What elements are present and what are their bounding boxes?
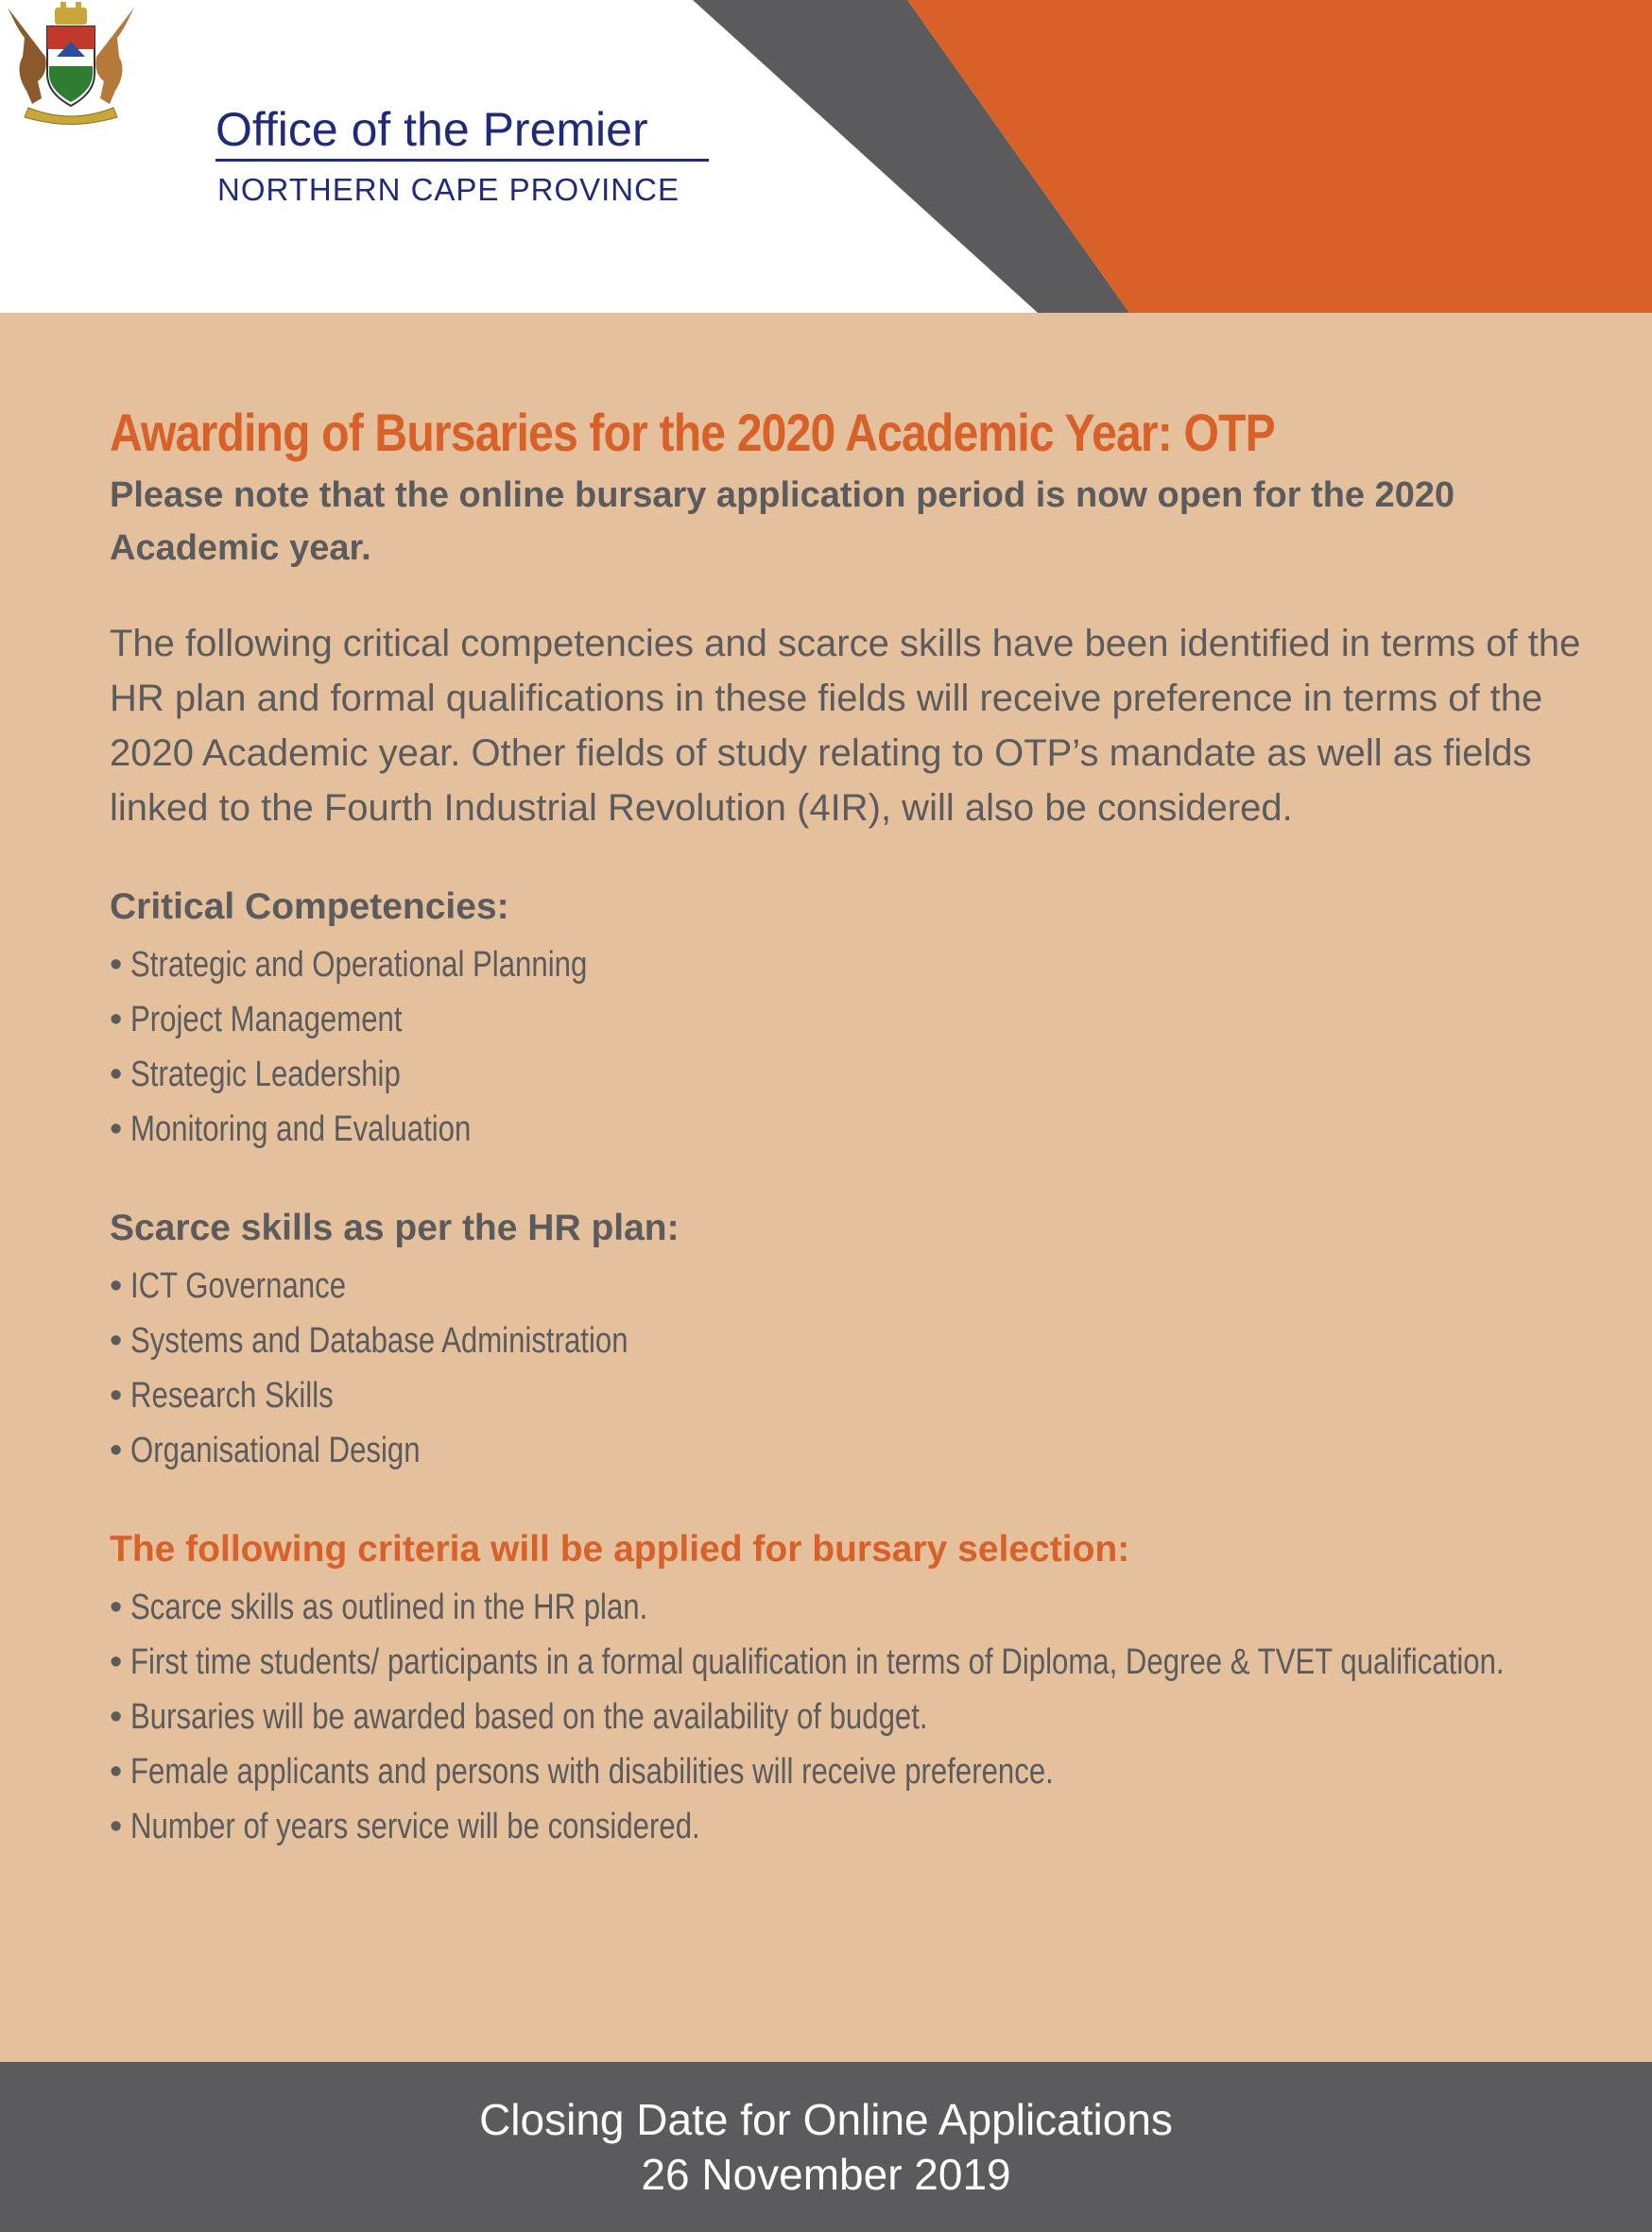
org-name-underline <box>215 159 709 162</box>
list-item: • Monitoring and Evaluation <box>110 1102 1584 1157</box>
list-item: • Female applicants and persons with disabilities will receive preference. <box>110 1744 1584 1799</box>
header-banner <box>0 0 1652 313</box>
org-name: Office of the Premier <box>215 103 648 156</box>
list-item: • Strategic Leadership <box>110 1047 1584 1102</box>
page-title: Awarding of Bursaries for the 2020 Academic Year: OTP <box>110 403 1275 462</box>
org-subtitle: NORTHERN CAPE PROVINCE <box>217 172 680 207</box>
list-item: • Bursaries will be awarded based on the availability of budget. <box>110 1690 1584 1744</box>
closing-date-footer <box>0 2062 1652 2232</box>
list-item: • Systems and Database Administration <box>110 1313 1584 1368</box>
scarce-skills-list <box>110 1259 1584 1478</box>
criteria-list <box>110 1580 1584 1854</box>
coat-of-arms-icon <box>0 0 142 127</box>
closing-date-label: Closing Date for Online Applications <box>479 2095 1173 2144</box>
main-content <box>110 397 1584 1854</box>
critical-competencies-list <box>110 937 1584 1157</box>
closing-date-value: 26 November 2019 <box>641 2150 1011 2199</box>
list-item: • Scarce skills as outlined in the HR plan. <box>110 1580 1584 1635</box>
critical-competencies-heading: Critical Competencies: <box>110 886 509 927</box>
list-item: • Research Skills <box>110 1368 1584 1423</box>
list-item: • First time students/ participants in a formal qualification in terms of Diploma, Degree & TVET qualification. <box>110 1635 1584 1690</box>
list-item: • Strategic and Operational Planning <box>110 937 1584 992</box>
list-item: • Project Management <box>110 992 1584 1047</box>
list-item: • Number of years service will be considered. <box>110 1799 1584 1854</box>
criteria-heading: The following criteria will be applied for bursary selection: <box>110 1529 1130 1570</box>
scarce-skills-heading: Scarce skills as per the HR plan: <box>110 1208 680 1248</box>
description-paragraph: The following critical competencies and scarce skills have been identified in terms of the HR plan and formal qualifications in these fields will receive preference in terms of the 2020 Academic year. Other fields of study relating to OTP’s mandate as well as fields linked to the Fourth Industrial Revolution (4IR), will also be considered. <box>110 623 1581 829</box>
list-item: • ICT Governance <box>110 1259 1584 1313</box>
list-item: • Organisational Design <box>110 1423 1584 1478</box>
intro-text: Please note that the online bursary application period is now open for the 2020 Academic year. <box>110 475 1455 568</box>
